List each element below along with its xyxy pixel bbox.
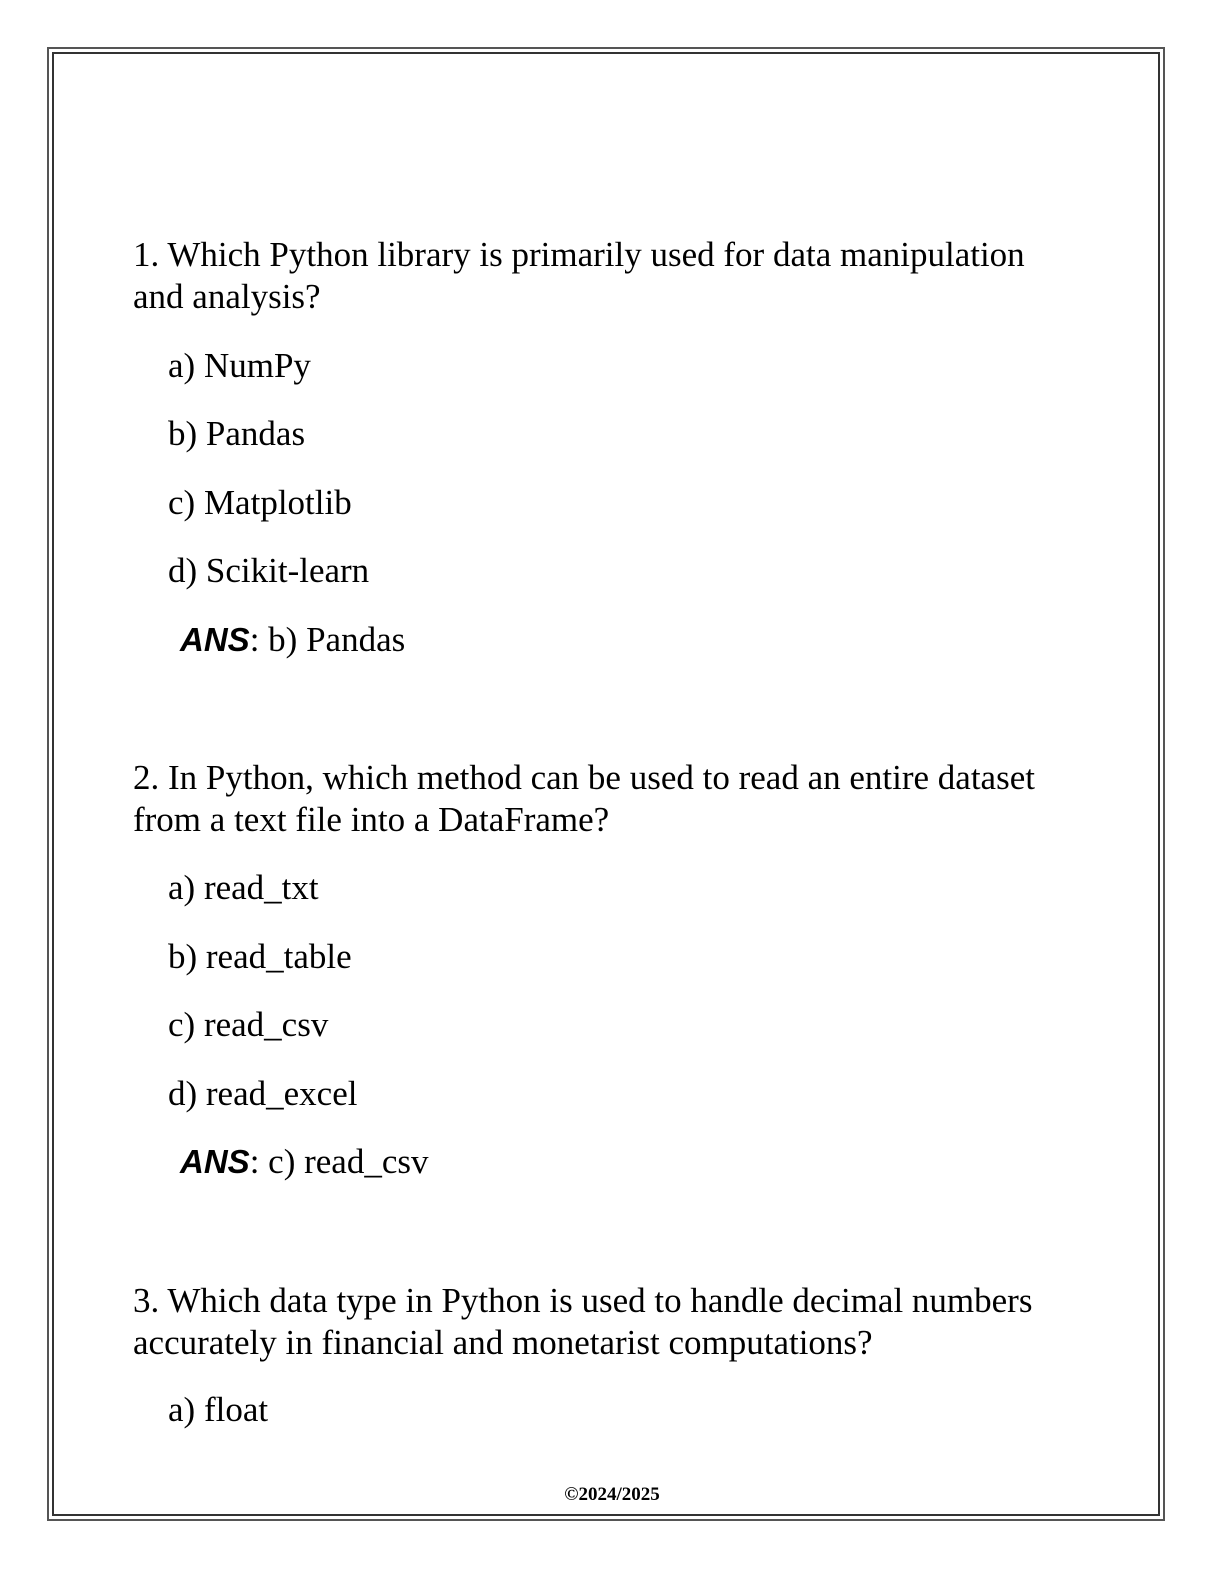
question-3-text: 3. Which data type in Python is used to handle decimal numbers accurately in financial and monetarist computations?: [133, 1281, 1033, 1362]
answer-label: ANS: [180, 1143, 250, 1180]
question-1-answer: [180, 619, 405, 661]
question-1-option-c: c) Matplotlib: [168, 483, 352, 522]
question-2-text: 2. In Python, which method can be used to read an entire dataset from a text file into a DataFrame?: [133, 758, 1035, 839]
question-2-option-c: c) read_csv: [168, 1005, 329, 1044]
question-1-option-b: b) Pandas: [168, 414, 306, 453]
question-2-option-b: b) read_table: [168, 937, 352, 976]
copyright-footer: ©2024/2025: [564, 1484, 660, 1505]
answer-value: : b) Pandas: [249, 620, 406, 659]
question-3-option-a: a) float: [168, 1390, 269, 1429]
answer-value: : c) read_csv: [249, 1142, 429, 1181]
answer-label: ANS: [180, 621, 250, 658]
question-1-text: 1. Which Python library is primarily used for data manipulation and analysis?: [133, 235, 1025, 316]
question-2-option-d: d) read_excel: [168, 1074, 358, 1113]
question-2-answer: [180, 1141, 428, 1183]
question-2-option-a: a) read_txt: [168, 868, 319, 907]
question-1-option-a: a) NumPy: [168, 346, 311, 385]
question-1-option-d: d) Scikit-learn: [168, 551, 370, 590]
